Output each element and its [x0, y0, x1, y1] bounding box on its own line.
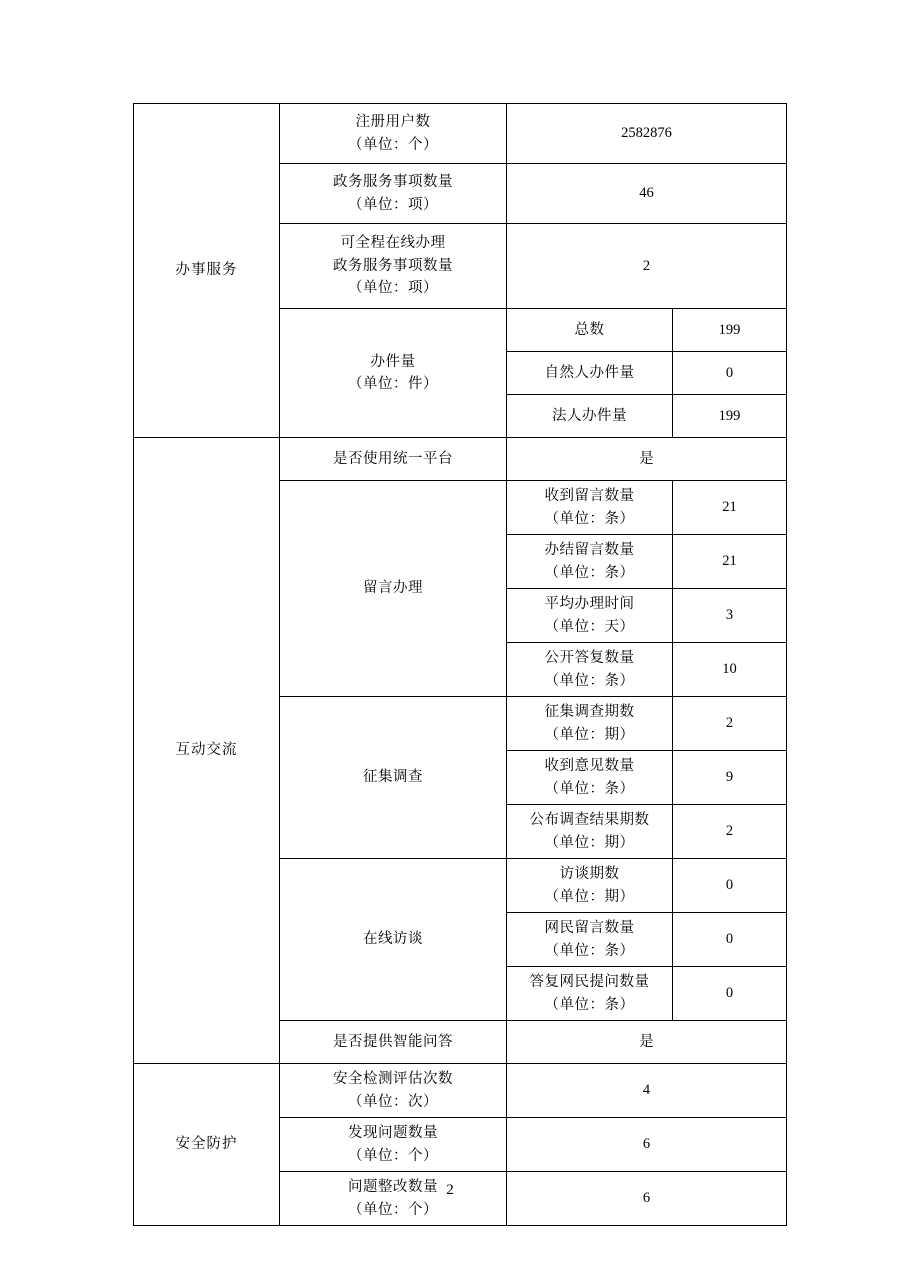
sub-metric-name: 答复网民提问数量	[529, 974, 650, 991]
metric-label-unified-platform: 是否使用统一平台	[280, 438, 507, 481]
sub-metric-value-legal-person: 199	[673, 395, 787, 438]
sub-metric-label-average-time	[507, 589, 673, 643]
metric-value-full-online-items: 2	[507, 224, 787, 309]
metric-label-full-online-items	[280, 224, 507, 309]
sub-metric-label-natural-person: 自然人办件量	[507, 352, 673, 395]
metric-value-service-items: 46	[507, 164, 787, 224]
metric-value-issues-fixed: 6	[507, 1172, 787, 1226]
metric-label-registered-users	[280, 104, 507, 164]
sub-metric-value-total: 199	[673, 309, 787, 352]
sub-metric-value-messages-closed: 21	[673, 535, 787, 589]
category-cell-service: 办事服务	[134, 104, 280, 438]
metric-name: 问题整改数量	[348, 1179, 438, 1196]
metric-label-handled-count	[280, 309, 507, 438]
metric-label-message-handling: 留言办理	[280, 481, 507, 697]
sub-metric-value-average-time: 3	[673, 589, 787, 643]
category-cell-interaction: 互动交流	[134, 438, 280, 1064]
sub-metric-unit: （单位：期）	[544, 726, 635, 743]
metric-label-service-items	[280, 164, 507, 224]
sub-metric-unit: （单位：条）	[544, 672, 635, 689]
sub-metric-label-messages-received	[507, 481, 673, 535]
sub-metric-label-published-results	[507, 805, 673, 859]
metric-value-security-assessments: 4	[507, 1064, 787, 1118]
metric-value-issues-found: 6	[507, 1118, 787, 1172]
metric-name: 政务服务事项数量	[333, 174, 453, 191]
category-cell-security: 安全防护	[134, 1064, 280, 1226]
metric-label-survey: 征集调查	[280, 697, 507, 859]
sub-metric-label-total: 总数	[507, 309, 673, 352]
sub-metric-value-netizen-replies: 0	[673, 967, 787, 1021]
metric-unit: （单位：个）	[348, 1201, 438, 1218]
sub-metric-label-opinions-received	[507, 751, 673, 805]
metric-name-line1: 可全程在线办理	[340, 235, 446, 252]
sub-metric-name: 办结留言数量	[544, 542, 635, 559]
metric-label-smart-qa: 是否提供智能问答	[280, 1021, 507, 1064]
sub-metric-unit: （单位：天）	[544, 618, 635, 635]
sub-metric-unit: （单位：条）	[544, 780, 635, 797]
metric-unit: （单位：项）	[348, 280, 438, 297]
metric-label-issues-found	[280, 1118, 507, 1172]
sub-metric-name: 平均办理时间	[544, 596, 635, 613]
sub-metric-value-published-results: 2	[673, 805, 787, 859]
metric-unit: （单位：件）	[348, 376, 438, 392]
metric-value-registered-users: 2582876	[507, 104, 787, 164]
sub-metric-label-netizen-replies	[507, 967, 673, 1021]
sub-metric-name: 访谈期数	[559, 866, 620, 883]
government-website-annual-report-table	[133, 103, 787, 1226]
sub-metric-label-interview-sessions	[507, 859, 673, 913]
table-row	[134, 1064, 787, 1118]
page-number: 2	[446, 1182, 454, 1198]
report-table-container	[133, 103, 786, 1226]
metric-name-line2: 政务服务事项数量	[333, 257, 453, 274]
sub-metric-value-public-replies: 10	[673, 643, 787, 697]
sub-metric-value-survey-sessions: 2	[673, 697, 787, 751]
metric-name: 办件量	[370, 353, 416, 370]
sub-metric-value-netizen-messages: 0	[673, 913, 787, 967]
sub-metric-label-messages-closed	[507, 535, 673, 589]
metric-label-online-interview: 在线访谈	[280, 859, 507, 1021]
sub-metric-value-interview-sessions: 0	[673, 859, 787, 913]
sub-metric-value-natural-person: 0	[673, 352, 787, 395]
metric-value-smart-qa: 是	[507, 1021, 787, 1064]
sub-metric-unit: （单位：期）	[544, 888, 635, 905]
metric-name: 发现问题数量	[348, 1125, 438, 1142]
metric-name: 注册用户数	[355, 114, 431, 131]
sub-metric-value-opinions-received: 9	[673, 751, 787, 805]
metric-unit: （单位：个）	[348, 136, 438, 153]
metric-label-security-assessments	[280, 1064, 507, 1118]
sub-metric-name: 收到意见数量	[544, 758, 635, 775]
metric-unit: （单位：项）	[348, 196, 438, 213]
sub-metric-name: 网民留言数量	[544, 920, 635, 937]
sub-metric-name: 公开答复数量	[544, 650, 635, 667]
sub-metric-name: 征集调查期数	[544, 704, 635, 721]
table-row	[134, 438, 787, 481]
sub-metric-unit: （单位：条）	[544, 564, 635, 581]
metric-name: 安全检测评估次数	[333, 1071, 453, 1088]
sub-metric-unit: （单位：条）	[544, 510, 635, 527]
sub-metric-label-public-replies	[507, 643, 673, 697]
sub-metric-label-netizen-messages	[507, 913, 673, 967]
sub-metric-unit: （单位：条）	[544, 942, 635, 959]
table-row	[134, 104, 787, 164]
metric-value-unified-platform: 是	[507, 438, 787, 481]
metric-unit: （单位：个）	[348, 1147, 438, 1164]
metric-unit: （单位：次）	[348, 1093, 438, 1110]
sub-metric-name: 收到留言数量	[544, 488, 635, 505]
sub-metric-unit: （单位：条）	[544, 996, 635, 1013]
sub-metric-value-messages-received: 21	[673, 481, 787, 535]
sub-metric-unit: （单位：期）	[544, 834, 635, 851]
sub-metric-label-legal-person: 法人办件量	[507, 395, 673, 438]
sub-metric-name: 公布调查结果期数	[529, 812, 650, 829]
sub-metric-label-survey-sessions	[507, 697, 673, 751]
